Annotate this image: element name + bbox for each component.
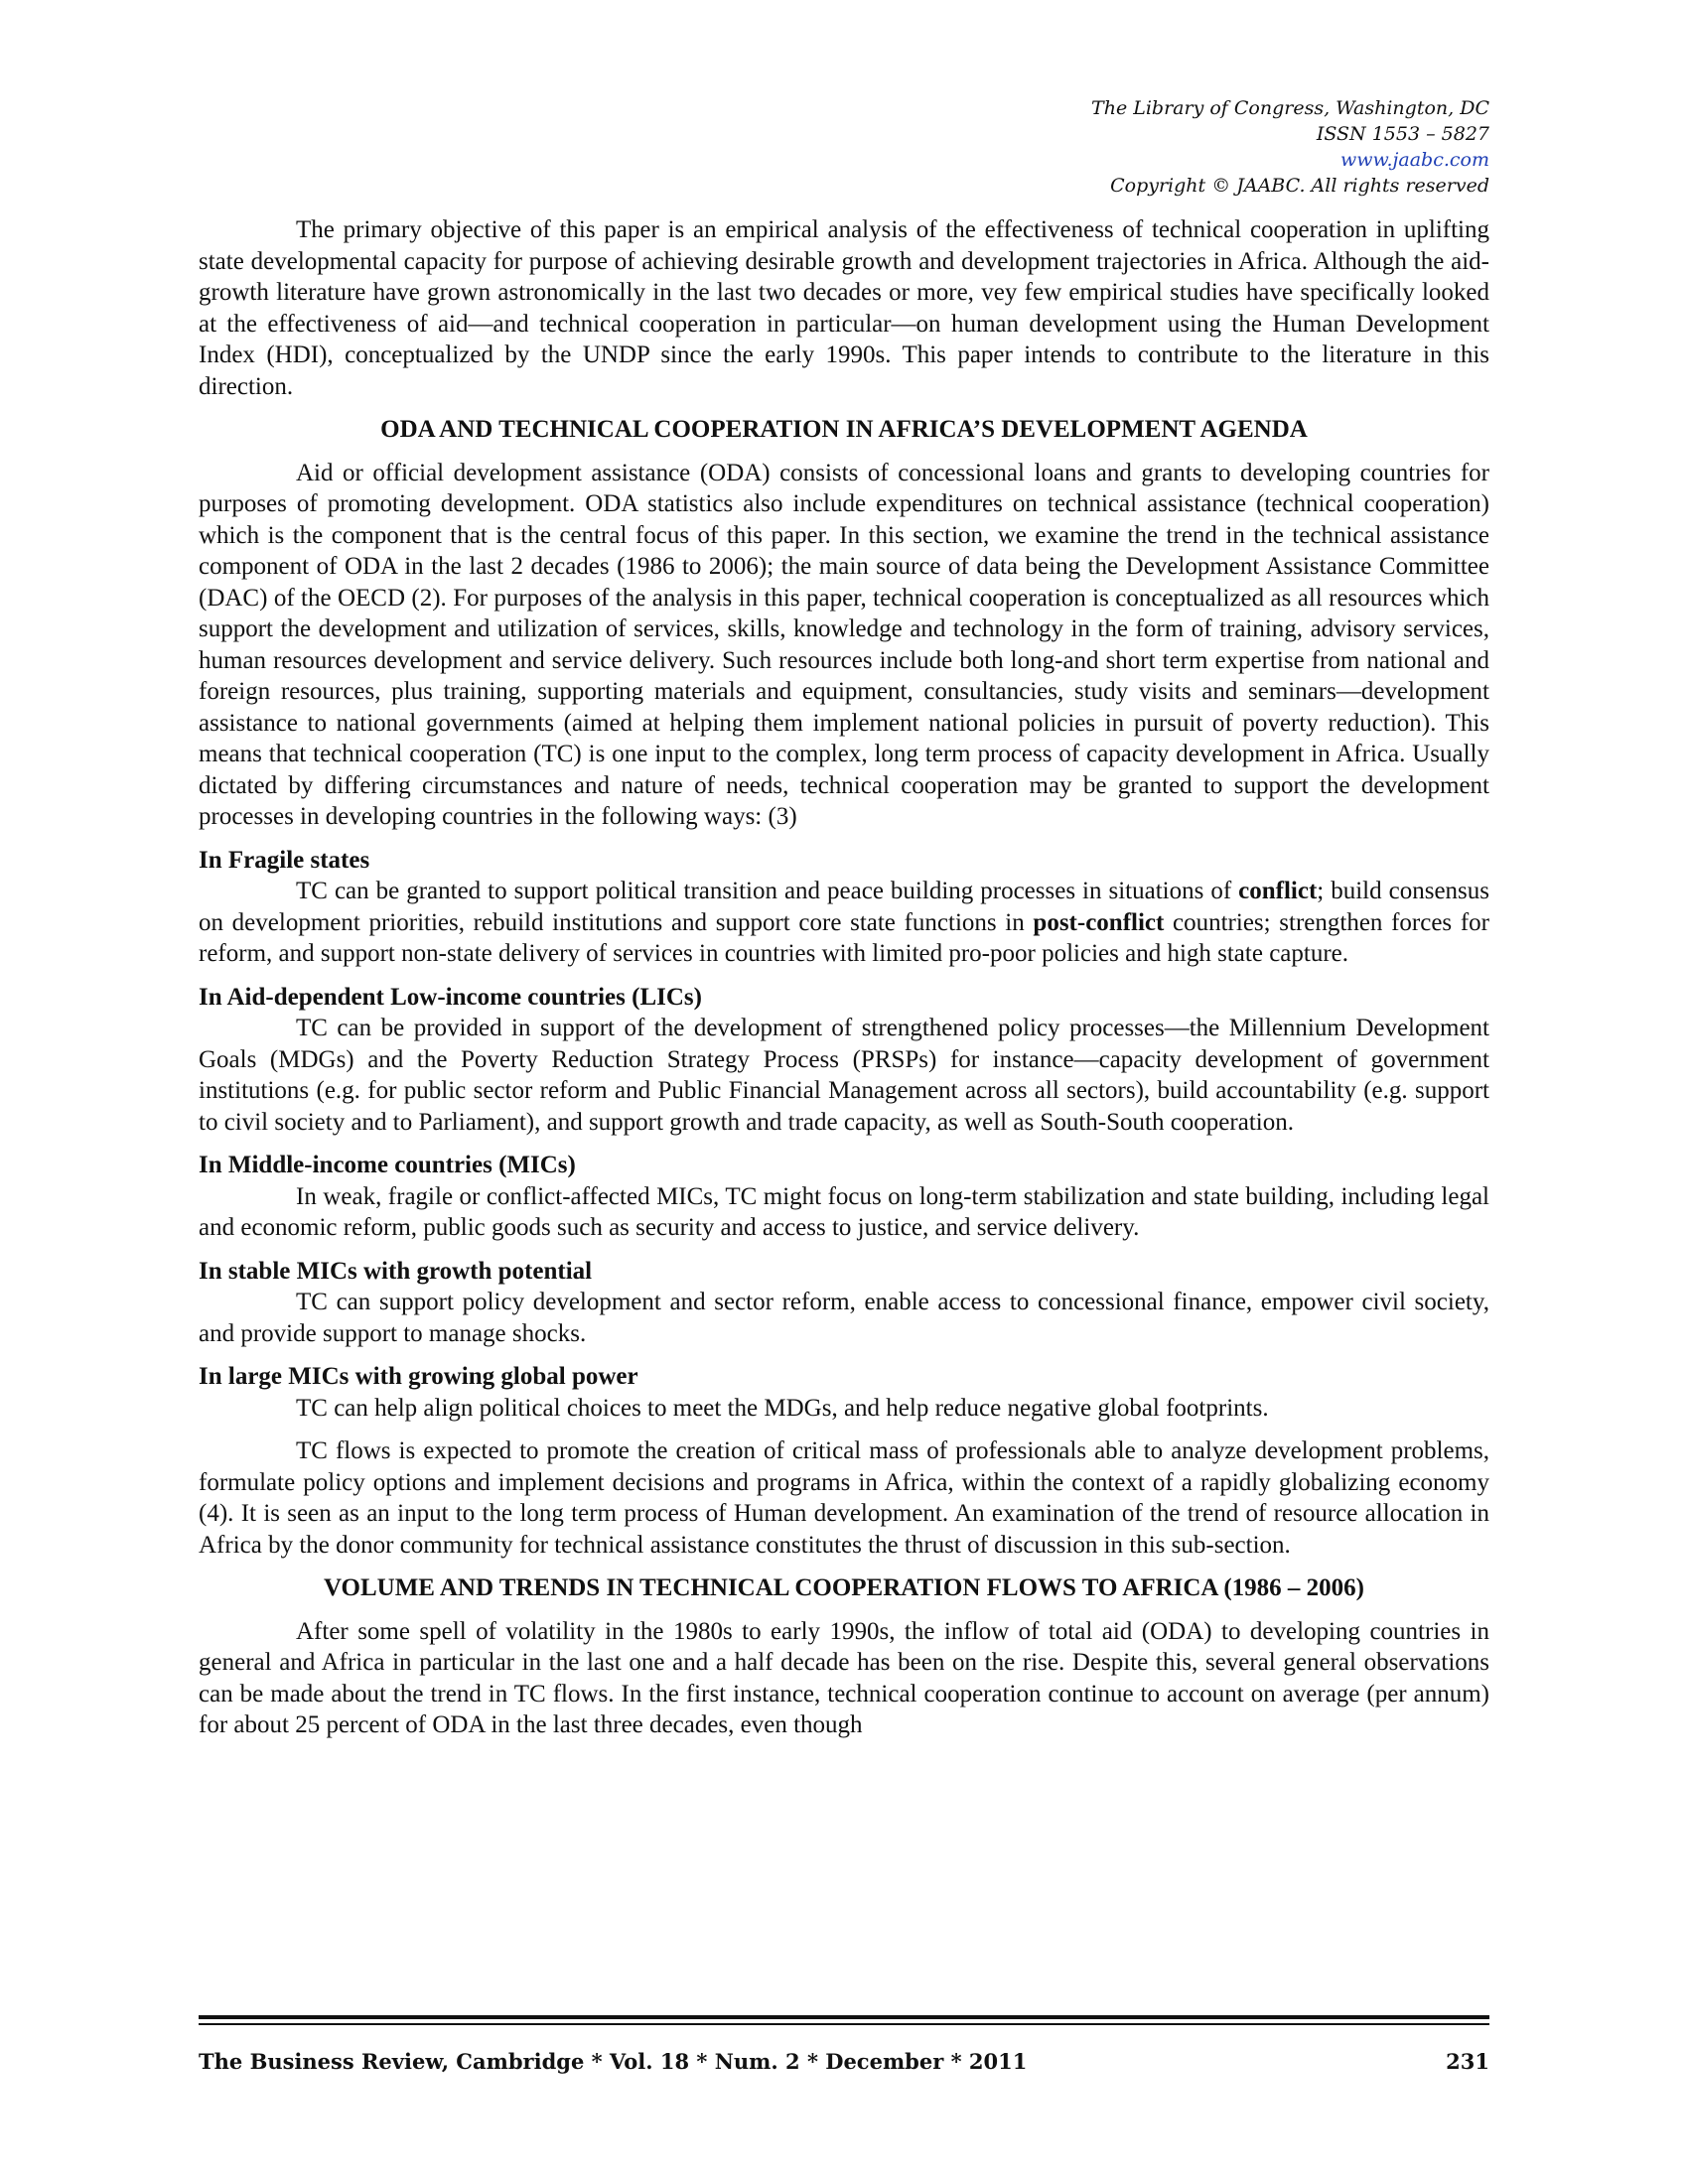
footer-journal: The Business Review, Cambridge * Vol. 18 * Num. 2 * December * 2011 <box>199 2049 1028 2074</box>
footer-rule-thick <box>199 2015 1489 2019</box>
running-header <box>1091 95 1489 199</box>
fragile-text-3: countries; strengthen forces for reform, and support non-state delivery of services in countries with limited pro-poor policies and high state capture. <box>199 908 1489 967</box>
large-mics-paragraph: TC can help align political choices to meet the MDGs, and help reduce negative global footprints. <box>296 1394 1269 1422</box>
section-heading-oda: ODA AND TECHNICAL COOPERATION IN AFRICA’S DEVELOPMENT AGENDA <box>380 416 1308 443</box>
running-footer <box>199 2049 1489 2074</box>
subheading-lics: In Aid-dependent Low-income countries (LICs) <box>199 983 702 1011</box>
paragraph-gap <box>199 1424 1489 1435</box>
fragile-text-1: TC can be granted to support political transition and peace building processes in situations of <box>296 878 1239 904</box>
header-copyright: Copyright © JAABC. All rights reserved <box>1110 175 1489 197</box>
lics-paragraph: TC can be provided in support of the development of strengthened policy processes—the Millennium Development Goals (MDGs) and the Poverty Reduction Strategy Process (PRSPs) for instance—capacity development of government institutions (e.g. for public sector reform and Public Financial Management across all sectors), build accountability (e.g. support to civil society and to Parliament), and support growth and trade capacity, as well as South-South cooperation. <box>199 1015 1489 1136</box>
fragile-bold-conflict: conflict <box>1238 878 1318 904</box>
subheading-large-mics: In large MICs with growing global power <box>199 1363 638 1390</box>
paper-page <box>199 0 1489 2184</box>
header-library: The Library of Congress, Washington, DC <box>1091 97 1489 119</box>
header-website-link[interactable]: www.jaabc.com <box>1339 149 1489 171</box>
intro-paragraph: The primary objective of this paper is an empirical analysis of the effectiveness of technical cooperation in uplifting state developmental capacity for purpose of achieving desirable growth and development trajectories in Africa. Although the aid-growth literature have grown astronomically in the last two decades or more, vey few empirical studies have specifically looked at the effectiveness of aid—and technical cooperation in particular—on human development using the Human Development Index (HDI), conceptualized by the UNDP since the early 1990s. This paper intends to contribute to the literature in this direction. <box>199 216 1489 400</box>
oda-paragraph: Aid or official development assistance (ODA) consists of concessional loans and grants to developing countries for purposes of promoting development. ODA statistics also include expenditures on technical assistance (technical cooperation) which is the component that is the central focus of this paper. In this section, we examine the trend in the technical assistance component of ODA in the last 2 decades (1986 to 2006); the main source of data being the Development Assistance Committee (DAC) of the OECD (2). For purposes of the analysis in this paper, technical cooperation is conceptualized as all resources which support the development and utilization of services, skills, knowledge and technology in the form of training, advisory services, human resources development and service delivery. Such resources include both long-and short term expertise from national and foreign resources, plus training, supporting materials and equipment, consultancies, study visits and seminars—development assistance to national governments (aimed at helping them implement national policies in pursuit of poverty reduction). This means that technical cooperation (TC) is one input to the complex, long term process of capacity development in Africa. Usually dictated by differing circumstances and nature of needs, technical cooperation may be granted to support the development processes in developing countries in the following ways: (3) <box>199 459 1489 830</box>
volume-trends-paragraph: After some spell of volatility in the 1980s to early 1990s, the inflow of total aid (ODA) to developing countries in general and Africa in particular in the last one and a half decade has been on the rise. Despite this, several general observations can be made about the trend in TC flows. In the first instance, technical cooperation continue to account on average (per annum) for about 25 percent of ODA in the last three decades, even though <box>199 1617 1489 1738</box>
subheading-stable-mics: In stable MICs with growth potential <box>199 1257 593 1285</box>
tc-flows-paragraph: TC flows is expected to promote the creation of critical mass of professionals able to analyze development problems, formulate policy options and implement decisions and programs in Africa, within the context of a rapidly globalizing economy (4). It is seen as an input to the long term process of Human development. An examination of the trend of resource allocation in Africa by the donor community for technical assistance constitutes the thrust of discussion in this sub-section. <box>199 1437 1489 1559</box>
body-text <box>199 214 1489 1741</box>
header-issn: ISSN 1553 – 5827 <box>1316 123 1489 145</box>
stable-mics-paragraph: TC can support policy development and sector reform, enable access to concessional finance, empower civil society, and provide support to manage shocks. <box>199 1289 1489 1347</box>
fragile-text-2: ; build consensus on development priorities, rebuild institutions and support core state functions in <box>199 878 1490 936</box>
section-heading-volume-trends: VOLUME AND TRENDS IN TECHNICAL COOPERATION FLOWS TO AFRICA (1986 – 2006) <box>323 1574 1365 1601</box>
fragile-states-paragraph <box>199 876 1489 970</box>
page-number: 231 <box>1446 2049 1489 2074</box>
subheading-fragile-states: In Fragile states <box>199 846 370 874</box>
subheading-mics: In Middle-income countries (MICs) <box>199 1152 576 1178</box>
footer-rule-thin <box>199 2023 1489 2025</box>
mics-paragraph: In weak, fragile or conflict-affected MICs, TC might focus on long-term stabilization and state building, including legal and economic reform, public goods such as security and access to justice, and service delivery. <box>199 1182 1489 1241</box>
fragile-bold-post-conflict: post-conflict <box>1033 908 1165 936</box>
